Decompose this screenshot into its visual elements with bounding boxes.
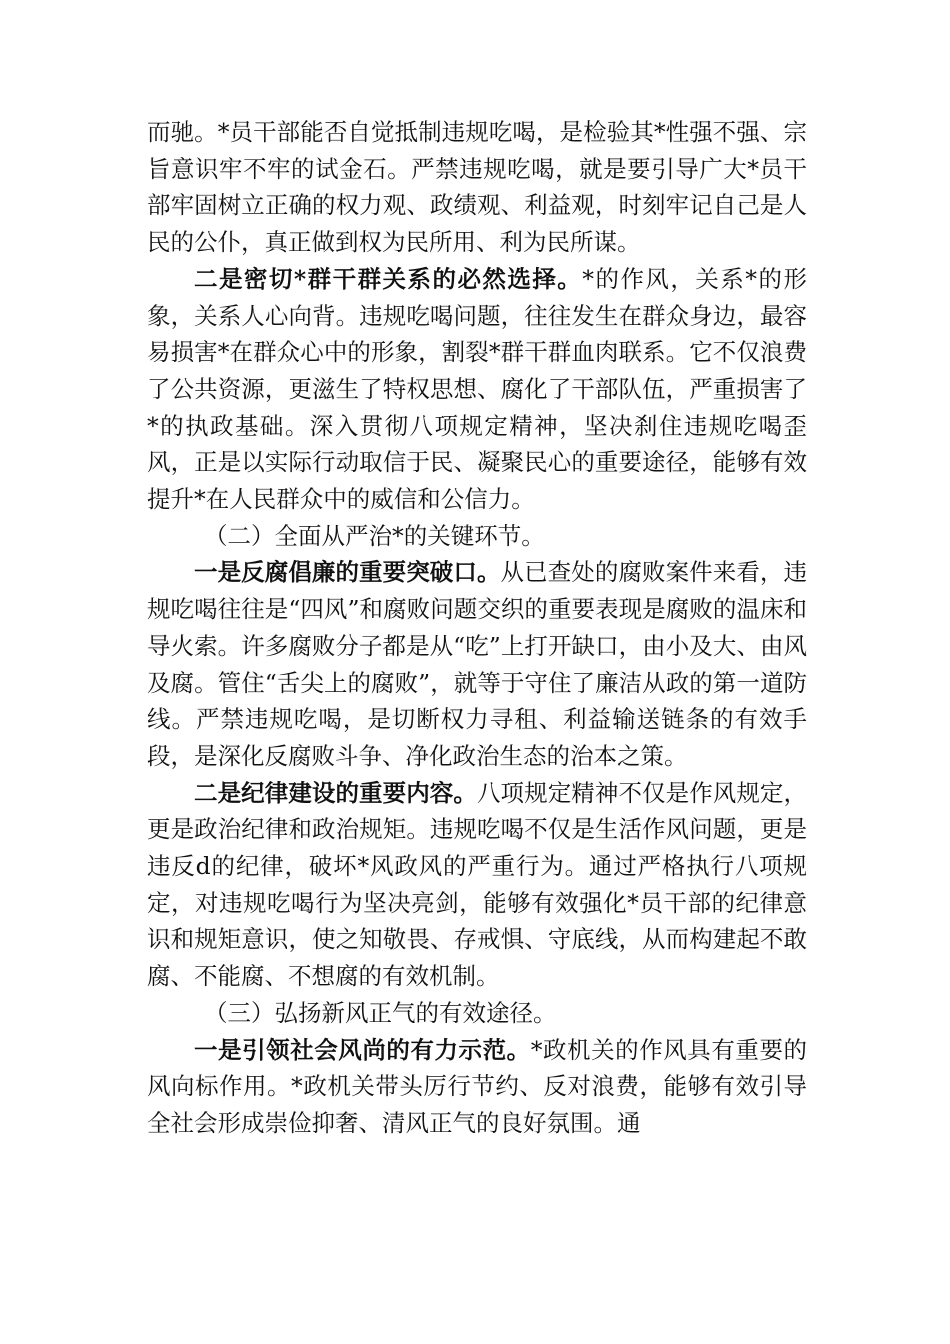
paragraph-text: 从已查处的腐败案件来看，违规吃喝往往是“四风”和腐败问题交织的重要表现是腐败的温床和导火索。许多腐败分子都是从“吃”上打开缺口，由小及大、由风及腐。管住“舌尖上的腐败”，就等于守住了廉洁从政的第一道防线。严禁违规吃喝，是切断权力寻租、利益输送链条的有效手段，是深化反腐败斗争、净化政治生态的治本之策。 <box>147 558 808 770</box>
paragraph-text: 八项规定精神不仅是作风规定，更是政治纪律和政治规矩。违规吃喝不仅是生活作风问题，更是违反d的纪律，破坏*风政风的严重行为。通过严格执行八项规定，对违规吃喝行为坚决亮剑，能够有效强化*员干部的纪律意识和规矩意识，使之知敬畏、存戒惧、守底线，从而构建起不敢腐、不能腐、不想腐的有效机制。 <box>147 778 808 991</box>
body-paragraph <box>147 261 807 518</box>
paragraph-lead: 一是反腐倡廉的重要突破口。 <box>194 558 501 587</box>
paragraph-text: *政机关的作风具有重要的风向标作用。*政机关带头厉行节约、反对浪费，能够有效引导全社会形成崇俭抑奢、清风正气的良好氛围。通 <box>147 1035 808 1137</box>
body-paragraph <box>147 554 807 774</box>
document-page <box>147 114 807 1142</box>
body-paragraph <box>147 1032 807 1142</box>
section-heading: （二）全面从严治*的关键环节。 <box>204 521 545 550</box>
paragraph-text: *的作风，关系*的形象，关系人心向背。违规吃喝问题，往往发生在群众身边，最容易损害*在群众心中的形象，割裂*群干群血肉联系。它不仅浪费了公共资源，更滋生了特权思想、腐化了干部队伍，严重损害了*的执政基础。深入贯彻八项规定精神，坚决刹住违规吃喝歪风，正是以实际行动取信于民、凝聚民心的重要途径，能够有效提升*在人民群众中的威信和公信力。 <box>147 264 807 514</box>
paragraph-lead: 二是纪律建设的重要内容。 <box>194 778 477 807</box>
paragraph-text: 而驰。*员干部能否自觉抵制违规吃喝，是检验其*性强不强、宗旨意识牢不牢的试金石。严禁违规吃喝，就是要引导广大*员干部牢固树立正确的权力观、政绩观、利益观，时刻牢记自己是人民的公仆，真正做到权为民所用、利为民所谋。 <box>147 118 807 257</box>
body-paragraph <box>147 775 807 995</box>
section-heading: （三）弘扬新风正气的有效途径。 <box>204 998 557 1027</box>
paragraph-lead: 一是引领社会风尚的有力示范。 <box>194 1035 531 1064</box>
paragraph-lead: 二是密切*群干群关系的必然选择。 <box>194 264 583 293</box>
body-paragraph <box>147 114 807 261</box>
